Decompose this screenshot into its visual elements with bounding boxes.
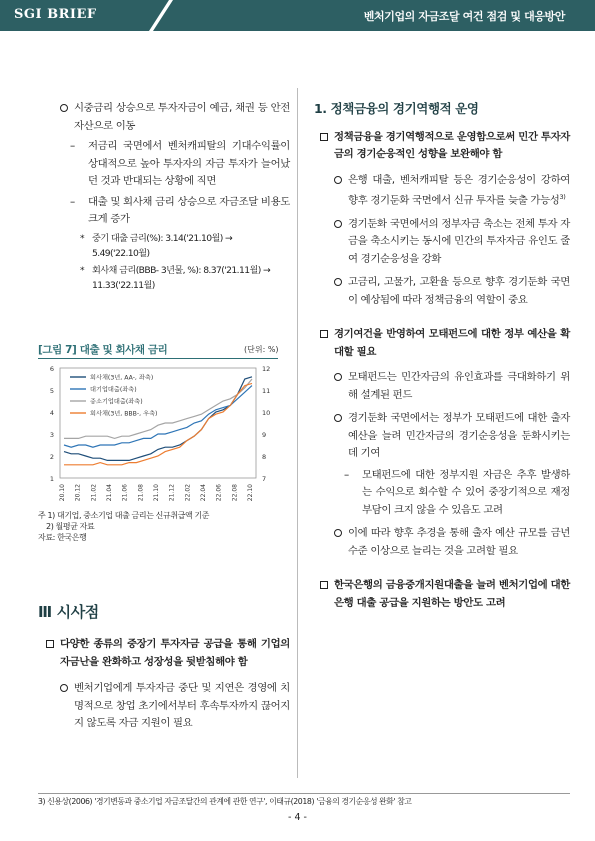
dash-text: 저금리 국면에서 벤처캐피탈의 기대수익률이 상대적으로 높아 투자자의 자금 투자가 늘어났던 것과 반대되는 상황에 직면 xyxy=(88,140,290,187)
report-title: 벤처기업의 자금조달 여건 점검 및 대응방안 xyxy=(363,10,565,23)
bullet-text: 벤처기업에게 투자자금 중단 및 지연은 경영에 치명적으로 창업 초기에서부터 후속투자까지 끊어지지 않도록 자금 지원이 필요 xyxy=(74,682,290,729)
square-item xyxy=(320,326,570,361)
y-right-tick-label: 11 xyxy=(262,387,271,395)
bullet-item xyxy=(334,172,570,210)
square-text: 한국은행의 금융중개지원대출을 늘려 벤처기업에 대한 은행 대출 공급을 지원하는 방안도 고려 xyxy=(334,579,570,609)
square-bullet-icon xyxy=(46,640,54,648)
x-tick-label: 21.08 xyxy=(137,484,145,502)
dash-bullet-icon: – xyxy=(70,195,75,208)
dash-item xyxy=(70,194,290,229)
star-text: 중기 대출 금리(%): 3.14('21.10월) → 5.49('22.10월) xyxy=(92,232,233,259)
square-text: 정책금융을 경기역행적으로 운영함으로써 민간 투자자금의 경기순응적인 성향을 보완해야 함 xyxy=(334,130,570,160)
bullet-text: 시중금리 상승으로 투자자금이 예금, 채권 등 안전자산으로 이동 xyxy=(74,102,290,132)
x-tick-label: 22.04 xyxy=(200,484,207,502)
page-number: - 4 - xyxy=(288,812,307,823)
dash-item xyxy=(70,138,290,191)
dash-bullet-icon: – xyxy=(344,468,349,481)
square-item xyxy=(320,129,570,164)
figure-source: 자료: 한국은행 xyxy=(38,533,87,542)
square-bullet-icon xyxy=(320,330,328,338)
legend-label: 대기업대출(좌축) xyxy=(90,386,137,394)
x-tick-label: 21.06 xyxy=(121,484,129,502)
figure-unit: (단위: %) xyxy=(244,345,279,354)
footnote-ref: 3) xyxy=(559,193,566,201)
footnote: 3) 신용상(2006) '경기변동과 중소기업 자금조달간의 관계에 관한 연구', 이태규(2018) '금융의 경기순응성 완화' 참고 xyxy=(38,797,412,806)
bullet-text: 이에 따라 향후 추경을 통해 출자 예산 규모를 금년 수준 이상으로 늘리는 것을 고려할 필요 xyxy=(348,527,570,557)
dash-bullet-icon: – xyxy=(70,140,75,152)
page-header xyxy=(0,0,595,33)
bullet-item xyxy=(60,680,290,733)
square-item xyxy=(46,636,290,671)
asterisk-icon: * xyxy=(80,264,84,276)
figure-note: 주 1) 대기업, 중소기업 대출 금리는 신규취급액 기준 xyxy=(38,511,210,520)
asterisk-icon: * xyxy=(80,232,84,244)
legend-label: 중소기업대출(좌축) xyxy=(90,398,143,406)
bullet-item xyxy=(60,100,290,135)
circle-bullet-icon xyxy=(334,176,342,184)
figure-title: [그림 7] 대출 및 회사채 금리 xyxy=(38,344,168,356)
circle-bullet-icon xyxy=(60,104,68,112)
footnote-rule xyxy=(38,793,570,794)
bullet-item xyxy=(334,525,570,560)
plot-frame xyxy=(60,368,256,478)
bullet-text: 경기둔화 국면에서는 정부가 모태펀드에 대한 출자 예산을 늘려 민간자금의 경기순응성을 둔화시키는데 기여 xyxy=(348,412,570,460)
x-tick-label: 21.10 xyxy=(153,484,160,502)
brand-name: SGI BRIEF xyxy=(14,7,97,22)
section-heading: Ⅲ 시사점 xyxy=(38,603,99,621)
series-line xyxy=(64,383,252,464)
bullet-text: 은행 대출, 벤처캐피탈 등은 경기순응성이 강하여 향후 경기둔화 국면에서 신규 투자를 늦출 가능성 xyxy=(348,173,570,207)
y-left-tick-label: 5 xyxy=(49,387,54,395)
figure-note: 2) 월평균 자료 xyxy=(46,522,95,531)
circle-bullet-icon xyxy=(334,529,342,537)
circle-bullet-icon xyxy=(334,278,342,286)
figure-notes xyxy=(38,510,209,543)
column-divider xyxy=(297,88,298,778)
x-tick-label: 20.12 xyxy=(74,484,82,502)
star-text: 회사채 금리(BBB- 3년물, %): 8.37('21.11월) → 11.33('22.11월) xyxy=(92,264,271,291)
y-right-tick-label: 9 xyxy=(262,431,267,439)
dash-text: 모태펀드에 대한 정부지원 자금은 추후 발생하는 수익으로 회수할 수 있어 중장기적으로 재정부담이 크지 않을 수 있음도 고려 xyxy=(362,468,570,516)
square-text: 다양한 종류의 중장기 투자자금 공급을 통해 기업의 자금난을 완화하고 성장성을 뒷받침해야 함 xyxy=(60,638,290,668)
legend-label: 회사채(3년, AA-, 좌축) xyxy=(90,374,154,382)
bullet-text: 고금리, 고물가, 고환율 등으로 향후 경기둔화 국면이 예상됨에 따라 정책금융의 역할이 중요 xyxy=(348,276,570,306)
x-tick-label: 21.12 xyxy=(168,484,176,502)
y-left-tick-label: 4 xyxy=(49,409,54,417)
x-tick-label: 22.06 xyxy=(215,484,223,502)
x-tick-label: 22.10 xyxy=(247,484,254,502)
y-left-tick-label: 1 xyxy=(49,475,54,483)
bullet-text: 모태펀드는 민간자금의 유인효과를 극대화하기 위해 설계된 펀드 xyxy=(348,371,570,401)
section-3-body xyxy=(38,636,290,733)
x-tick-label: 22.02 xyxy=(184,484,192,502)
square-text: 경기여건을 반영하여 모태펀드에 대한 정부 예산을 확대할 필요 xyxy=(334,328,570,358)
bullet-item xyxy=(334,369,570,404)
right-column xyxy=(314,100,570,612)
y-right-tick-label: 7 xyxy=(262,475,267,483)
dash-item xyxy=(344,467,570,520)
y-left-tick-label: 2 xyxy=(49,453,54,461)
bullet-text: 경기둔화 국면에서의 정부자금 축소는 전체 투자 자금을 축소시키는 동시에 민간의 투자자금 유인도 줄여 경기순응성을 강화 xyxy=(348,217,570,265)
x-tick-label: 21.02 xyxy=(90,484,98,502)
chart-svg xyxy=(38,360,278,508)
y-right-tick-label: 10 xyxy=(262,409,271,417)
x-tick-label: 22.08 xyxy=(231,484,239,502)
circle-bullet-icon xyxy=(334,220,342,228)
circle-bullet-icon xyxy=(334,414,342,422)
rate-chart xyxy=(38,360,278,508)
star-item xyxy=(80,231,280,261)
subsection-heading: 1. 정책금융의 경기역행적 운영 xyxy=(314,101,479,116)
square-bullet-icon xyxy=(320,581,328,589)
bullet-item xyxy=(334,410,570,463)
y-left-tick-label: 6 xyxy=(49,365,54,373)
section-3 xyxy=(38,601,290,733)
y-right-tick-label: 8 xyxy=(262,453,267,461)
x-tick-label: 20.10 xyxy=(59,484,66,502)
square-bullet-icon xyxy=(320,133,328,141)
left-column xyxy=(38,100,290,293)
y-right-tick-label: 12 xyxy=(262,365,271,373)
square-item xyxy=(320,577,570,612)
dash-text: 대출 및 회사채 금리 상승으로 자금조달 비용도 크게 증가 xyxy=(88,195,290,225)
bullet-item xyxy=(334,274,570,309)
legend-label: 회사채(3년, BBB-, 우축) xyxy=(90,410,158,418)
figure-title-rule xyxy=(38,358,278,359)
y-left-tick-label: 3 xyxy=(49,431,54,439)
circle-bullet-icon xyxy=(334,373,342,381)
x-tick-label: 21.04 xyxy=(106,484,113,502)
circle-bullet-icon xyxy=(60,684,68,692)
star-item xyxy=(80,263,280,293)
bullet-item xyxy=(334,216,570,269)
